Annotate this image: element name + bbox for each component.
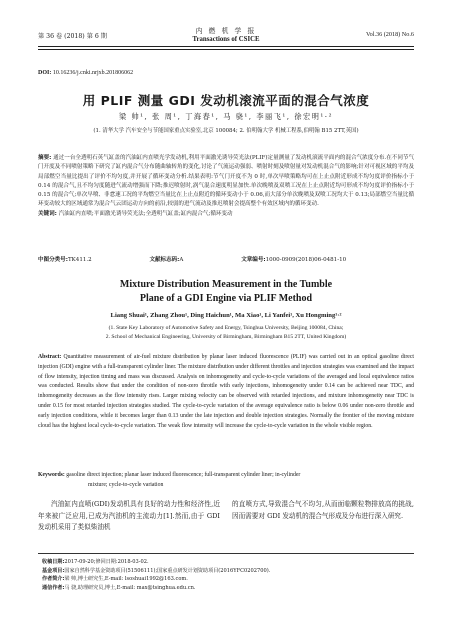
author-label: 作者简介: [42, 576, 65, 583]
classification-line [38, 255, 414, 263]
header-volume-cn: 第 36 卷 (2018) 第 6 期 [38, 33, 107, 40]
doc-code-label: 文献标志码: [149, 257, 180, 263]
header-rule [38, 46, 414, 50]
doi-label: DOI: [38, 70, 52, 76]
affiliation-en [38, 324, 414, 342]
affiliation-en-line2: 2. School of Mechanical Engineering, University of Birmingham, Birmingham B15 2TT, United Kingdom) [105, 333, 347, 340]
body-column-right: 的直喷方式,导致混合气不均匀,从而面临颗粒物排放高的挑战,因而需要对 GDI 发动机的混合气形成及分布进行深入研究. [232, 500, 414, 520]
article-no-label: 文章编号: [241, 257, 266, 263]
footnotes [42, 558, 414, 592]
body-text [38, 499, 414, 549]
paper-title-en-line2: Plane of a GDI Engine via PLIF Method [139, 293, 313, 304]
paper-title-cn: 用 PLIF 测量 GDI 发动机滚流平面的混合气浓度 [82, 93, 370, 108]
doi-value[interactable]: 10.16236/j.cnki.nrjxb.201806062 [52, 70, 134, 76]
journal-name-cn: 内 燃 机 学 报 [195, 27, 257, 35]
header-journal [38, 25, 414, 43]
affiliation-cn: (1. 清华大学 汽车安全与节能国家重点实验室,北京 100084; 2. 伯明翰大学 机械工程系,伯明翰 B15 2TT,英国) [93, 128, 359, 134]
footnote-author [42, 575, 414, 584]
doc-code-value: A [179, 257, 184, 263]
footnote-fund [42, 567, 414, 576]
footnote-received [42, 558, 414, 567]
keywords-cn-text: 汽油缸内直喷;平面激光诱导荧光法;全透明气缸盖;缸内混合气;循环变动 [58, 210, 233, 217]
authors-en: Liang Shuai¹, Zhang Zhou¹, Ding Haichun¹, Ma Xiao¹, Li Yanfei¹, Xu Hongming¹·² [110, 312, 342, 319]
header-volume-en: Vol.36 (2018) No.6 [365, 31, 414, 38]
paper-title-en [38, 278, 414, 306]
footnote-rule [38, 553, 414, 554]
doi-line [38, 70, 133, 76]
keywords-en-line2: mixture; cycle-to-cycle variation [88, 481, 164, 488]
authors-cn: 梁 帅¹, 张 周¹, 丁海春¹, 马 骁¹, 李丽飞¹, 徐宏明¹·² [119, 112, 333, 121]
affiliation-en-line1: (1. State Key Laboratory of Automotive Safety and Energy, Tsinghua University, Beijing 100084, China; [108, 325, 344, 331]
paper-title-en-line1: Mixture Distribution Measurement in the Tumble [119, 279, 333, 290]
body-column-left: 汽油缸内直喷(GDI)发动机具有良好的动力性和经济性,近年来被广泛应用,已成为汽油机的主流动力[1].然而,由于 GDI 发动机采用了类似柴油机 [38, 500, 220, 532]
keywords-cn-label: 关键词: [38, 210, 57, 217]
fund-label: 基金项目: [42, 567, 65, 574]
article-no-value: 1000-0909(2018)06-0481-10 [265, 257, 347, 263]
keywords-en [38, 471, 414, 491]
clc-value: TK411.2 [67, 257, 92, 263]
received-label: 收稿日期: [42, 559, 65, 565]
author-value: 梁 帅,博士研究生,E-mail: lsoshuai1992@163.com. [64, 576, 188, 583]
received-value: 2017-09-20;修回日期:2018-03-02. [64, 559, 149, 565]
corr-value: 马 骁,助理研究员,博士,E-mail: max@tsinghua.edu.cn. [64, 584, 196, 591]
abstract-en [38, 353, 414, 431]
running-header [38, 23, 414, 45]
clc-label: 中图分类号: [38, 257, 68, 263]
journal-name-en: Transactions of CSICE [192, 36, 260, 43]
keywords-en-line1: gasoline direct injection; planar laser induced fluorescence; full-transparent cylinder liner; in-cylinder [66, 472, 301, 478]
abstract-en-text: Quantitative measurement of air-fuel mixture distribution by planar laser induced fluorescence (PLIF) was carried out in an optical gasoline direct injection (GDI) engine with a full-transparent cylinder liner. The mixture distribution under different throttles and injection strategies was examined and the impact of flow intensity, injection timing and mass was discussed. Analysis on inhomogeneity and cycle-to-cycle variations of the averaged and local equivalence ratios was conducted. Results show that under the condition of non-zero throttle with early injections, inhomogeneity under 0.14 can be achieved near TDC, and inhomogeneity decreases as the flow intensity rises. Larger mixing velocity can be observed with retarded injections, and mixture inhomogeneity near TDC is under 0.15 for most retarded injection strategies studied. The cycle-to-cycle variation of the average equivalence ratio is below 0.06 under non-zero throttle and early injection conditions, while it becomes larger than 0.13 under the late injection and double injection strategies. Normally the frontier of the moving mixture cloud has the highest local cycle-to-cycle variation. The weak flow intensity will increase the cycle-to-cycle variation in the whole visible region. [38, 354, 414, 429]
corr-label: 通信作者: [42, 584, 65, 591]
abstract-cn-label: 摘要: [38, 155, 52, 161]
abstract-cn-text: 通过一台全透明石英气缸盖的汽油缸内直喷光学发动机,利用平面激光诱导荧光法(PLIF)定量测量了发动机滚流平面内的混合气浓度分布.在不同节气门开度及不同喷射策略下研究了缸内混合气分布随曲轴转角的变化,讨论了气流运动强弱、喷射时刻及喷射量对发动机混合气的影响;针对可视区域的平均及局部燃空当量比提出了评价不均匀度,并开展了循环变动分析.结果表明:节气门开度不为 0 时,单次早喷策略均可在上止点附近形成不均匀度评价指标小于 0.14 的混合气,且不均匀度随进气流动增强而下降;推迟喷射时,涡气混合速度明显加快.单次晚喷及双喷工况在上止点附近均可形成不均匀度评价指标小于 0.15 的混合气;单次早喷、非怠速工况的平均燃空当量比在上止点附近的循环变动小于 0.06,而大部分单次晚喷及双喷工况均大于 0.13;局部燃空当量比循环变动较大的区域通常为混合气云团运动方向的前沿,较弱的进气流动及推迟喷射会提高整个有效区域内的循环变动. [38, 155, 415, 208]
abstract-en-label: Abstract: [38, 354, 62, 360]
keywords-en-label: Keywords: [38, 472, 65, 478]
fund-value: 国家自然科学基金资助项目(51506111);国家重点研发计划资助项目(2016YFC0202700). [64, 567, 271, 574]
abstract-cn [38, 154, 414, 219]
footnote-corresponding [42, 584, 414, 593]
